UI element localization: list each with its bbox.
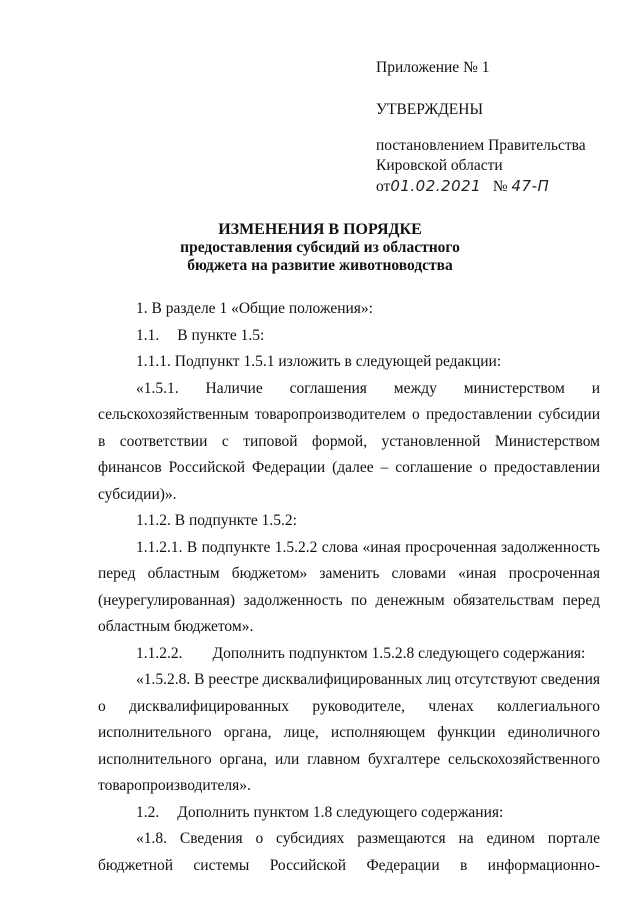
paragraph-2-number: 1.1. bbox=[136, 326, 160, 344]
document-title bbox=[0, 221, 640, 275]
appendix-label: Приложение № 1 bbox=[376, 59, 490, 76]
paragraph-1: 1. В разделе 1 «Общие положения»: bbox=[136, 300, 373, 317]
number-prefix: № bbox=[492, 178, 508, 195]
paragraph-8: «1.5.2.8. В реестре дисквалифицированных лиц отсутствуют сведения о дисквалифицированных руководителе, членах коллегиального исполнительного органа, лице, исполняющем функции единоличного исполнительного органа, или главном бухгалтере сельскохозяйственного товаропроизводителя». bbox=[98, 671, 600, 794]
paragraph-9 bbox=[98, 800, 600, 827]
paragraph-2-text: В пункте 1.5: bbox=[177, 326, 265, 344]
paragraph-2 bbox=[98, 323, 600, 350]
title-line-1: ИЗМЕНЕНИЯ В ПОРЯДКЕ bbox=[218, 221, 422, 238]
approval-line-1: постановлением Правительства bbox=[376, 137, 586, 154]
paragraph-9-text: Дополнить пунктом 1.8 следующего содержания: bbox=[177, 803, 504, 821]
paragraph-7-number: 1.1.2.2. bbox=[136, 644, 183, 662]
paragraph-6: 1.1.2.1. В подпункте 1.5.2.2 слова «иная просроченная задолженность перед областным бюджетом» заменить словами «иная просроченная (неурегулированная) задолженность по денежным обязательствам перед областным бюджетом». bbox=[98, 538, 600, 635]
handwritten-number: 47-П bbox=[511, 177, 550, 195]
title-line-2: предоставления субсидий из областного bbox=[180, 239, 460, 256]
paragraph-4: «1.5.1. Наличие соглашения между министерством и сельскохозяйственным товаропроизводителем о предоставлении субсидии в соответствии с типовой формой, установленной Министерством финансов Российской Федерации (далее – соглашение о предоставлении субсидии)». bbox=[98, 379, 600, 503]
title-line-3: бюджета на развитие животноводства bbox=[187, 257, 453, 274]
document-body bbox=[98, 296, 600, 879]
paragraph-7 bbox=[98, 641, 600, 668]
paragraph-7-text: Дополнить подпунктом 1.5.2.8 следующего содержания: bbox=[212, 644, 586, 662]
handwritten-date: 01.02.2021 bbox=[390, 177, 482, 195]
approval-line-2: Кировской области bbox=[376, 157, 503, 174]
paragraph-3: 1.1.1. Подпункт 1.5.1 изложить в следующей редакции: bbox=[136, 353, 502, 370]
approval-date-line bbox=[376, 176, 586, 197]
date-prefix: от bbox=[376, 178, 391, 195]
paragraph-10: «1.8. Сведения о субсидиях размещаются на едином портале бюджетной системы Российской Федерации в информационно- bbox=[98, 830, 600, 874]
paragraph-5: 1.1.2. В подпункте 1.5.2: bbox=[136, 512, 297, 529]
approved-label: УТВЕРЖДЕНЫ bbox=[376, 101, 483, 118]
approval-stamp bbox=[376, 58, 586, 197]
paragraph-9-number: 1.2. bbox=[136, 803, 160, 821]
